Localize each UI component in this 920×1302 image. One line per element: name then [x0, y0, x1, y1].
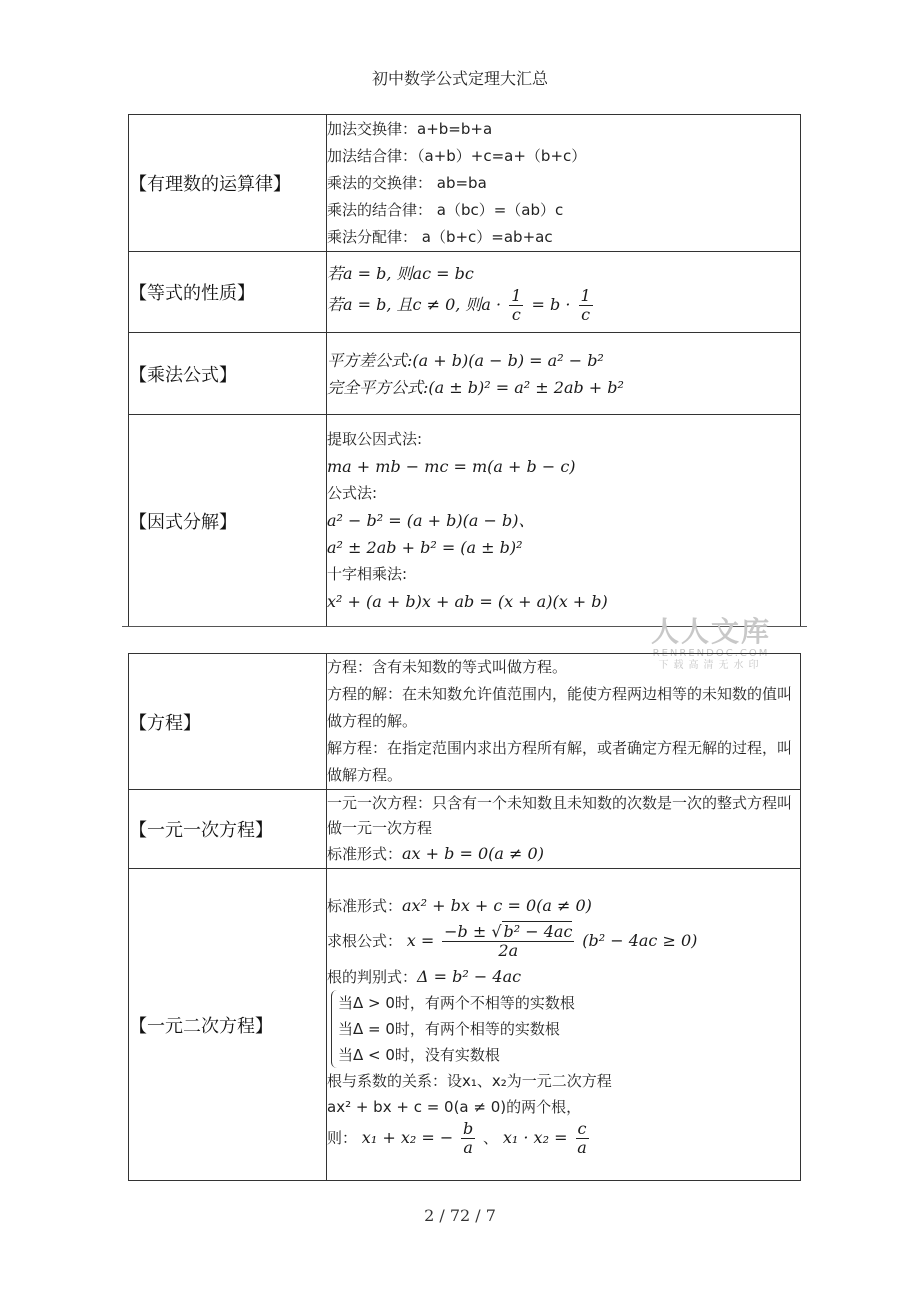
- discriminant-cases: [331, 990, 800, 1068]
- linear-standard-label: 标准形式：: [327, 845, 403, 863]
- fraction-one-over-c: [509, 287, 523, 324]
- vieta-product-fraction: [575, 1120, 589, 1157]
- equation-solution-definition: 方程的解：在未知数允许值范围内，能使方程两边相等的未知数的值叫做方程的解。: [327, 685, 793, 730]
- fraction-numerator: 1: [580, 286, 591, 305]
- factor-formula-1: a² − b² = (a + b)(a − b)、: [327, 511, 535, 530]
- row-content-equality-props: [327, 252, 801, 333]
- vieta-product-numerator: c: [577, 1118, 587, 1138]
- watermark-domain: RENRENDOC.COM: [652, 648, 770, 659]
- row-equality-props: [129, 252, 801, 333]
- row-content-multiplication-formulas: [327, 333, 801, 415]
- row-label-factorization: 【因式分解】: [129, 415, 327, 627]
- vieta-prefix: 则：: [327, 1128, 358, 1147]
- equality-prop-2-mid: = b ·: [531, 295, 571, 314]
- vieta-sum-denominator: a: [463, 1137, 473, 1157]
- vieta-intro: 根与系数的关系：设x₁、x₂为一元二次方程: [327, 1071, 612, 1090]
- fraction-one-over-c-right: [579, 287, 593, 324]
- row-label-multiplication-formulas: 【乘法公式】: [129, 333, 327, 415]
- root-formula-numerator: −b ± √ b² − 4ac: [444, 921, 573, 941]
- quadratic-standard-label: 标准形式：: [327, 896, 403, 915]
- root-formula-condition: (b² − 4ac ≥ 0): [582, 930, 698, 950]
- row-label-quadratic-equation: 【一元二次方程】: [129, 869, 327, 1181]
- case-zero: 当Δ = 0时，有两个相等的实数根: [338, 1019, 560, 1038]
- vieta-sum-lhs: x₁ + x₂ = −: [361, 1127, 454, 1147]
- law-distributive: 乘法分配律： a（b+c）=ab+ac: [327, 227, 553, 246]
- root-formula-fraction: [442, 923, 574, 960]
- discriminant-label: 根的判别式：: [327, 967, 418, 986]
- row-content-factorization: [327, 415, 801, 627]
- discriminant-formula: Δ = b² − 4ac: [417, 966, 522, 986]
- equation-solving-definition: 解方程：在指定范围内求出方程所有解，或者确定方程无解的过程，叫做解方程。: [327, 739, 793, 784]
- watermark-slogan: 下载高清无水印: [658, 660, 764, 671]
- quadratic-standard-formula: ax² + bx + c = 0(a ≠ 0): [402, 895, 592, 915]
- equation-definition: 方程：含有未知数的等式叫做方程。: [327, 658, 568, 676]
- quadratic-standard-form: [327, 893, 800, 919]
- equality-prop-2: [327, 287, 800, 324]
- row-content-quadratic-equation: [327, 869, 801, 1181]
- vieta-sum-fraction: [461, 1120, 475, 1157]
- formula-table-lower: [128, 653, 801, 1181]
- root-radicand: b² − 4ac: [503, 921, 573, 941]
- row-content-linear-equation: [327, 790, 801, 869]
- factor-cross-formula: x² + (a + b)x + ab = (x + a)(x + b): [327, 592, 608, 611]
- watermark-logo: 人人文库: [650, 615, 771, 648]
- equality-prop-2-prefix: 若a = b, 且c ≠ 0, 则a ·: [327, 295, 502, 314]
- row-label-equation: 【方程】: [129, 654, 327, 790]
- perfect-square: 完全平方公式:(a ± b)² = a² ± 2ab + b²: [327, 377, 624, 397]
- row-quadratic-equation: [129, 869, 801, 1181]
- row-linear-equation: [129, 790, 801, 869]
- page-header: 初中数学公式定理大汇总: [371, 69, 548, 88]
- factor-cross-title: 十字相乘法:: [327, 565, 408, 583]
- difference-of-squares: 平方差公式:(a + b)(a − b) = a² − b²: [327, 350, 604, 370]
- row-factorization: [129, 415, 801, 627]
- factor-common-formula: ma + mb − mc = m(a + b − c): [327, 457, 576, 476]
- discriminant: [327, 964, 800, 990]
- vieta-formulas: [327, 1120, 800, 1157]
- linear-equation-definition: 一元一次方程：只含有一个未知数且未知数的次数是一次的整式方程叫做一元一次方程: [327, 794, 793, 837]
- root-formula-lhs: x =: [406, 930, 435, 950]
- quadratic-root-formula: [327, 923, 800, 960]
- page-break-gap: [0, 628, 920, 653]
- fraction-denominator: c: [581, 305, 591, 324]
- linear-standard-form: [327, 841, 800, 867]
- page-footer: 2 / 72 / 7: [424, 1206, 496, 1225]
- vieta-product-lhs: x₁ · x₂ =: [502, 1127, 568, 1147]
- vieta-product-denominator: a: [577, 1137, 587, 1157]
- root-formula-label: 求根公式：: [327, 931, 403, 950]
- root-formula-denominator: 2a: [498, 940, 519, 960]
- factor-formula-2: a² ± 2ab + b² = (a ± b)²: [327, 538, 523, 557]
- row-content-equation: [327, 654, 801, 790]
- row-label-linear-equation: 【一元一次方程】: [129, 790, 327, 869]
- formula-table-upper: [128, 114, 801, 627]
- case-positive: 当Δ > 0时，有两个不相等的实数根: [338, 993, 575, 1012]
- law-add-commutative: 加法交换律：a+b=b+a: [327, 119, 493, 138]
- row-content-rational-laws: [327, 115, 801, 252]
- linear-standard-formula: ax + b = 0(a ≠ 0): [402, 844, 544, 863]
- root-numerator-prefix: −b ±: [444, 921, 487, 941]
- vieta-separator: 、: [483, 1128, 499, 1147]
- vieta-sum-numerator: b: [463, 1118, 474, 1138]
- equality-prop-1: 若a = b, 则ac = bc: [327, 264, 474, 283]
- law-add-associative: 加法结合律：（a+b）+c=a+（b+c）: [327, 146, 587, 165]
- law-mul-commutative: 乘法的交换律： ab=ba: [327, 173, 487, 192]
- row-rational-laws: [129, 115, 801, 252]
- row-label-rational-laws: 【有理数的运算律】: [129, 115, 327, 252]
- row-label-equality-props: 【等式的性质】: [129, 252, 327, 333]
- factor-common-title: 提取公因式法:: [327, 430, 423, 448]
- law-mul-associative: 乘法的结合律： a（bc）=（ab）c: [327, 200, 564, 219]
- factor-formula-title: 公式法:: [327, 484, 378, 502]
- case-negative: 当Δ < 0时，没有实数根: [338, 1045, 500, 1064]
- row-multiplication-formulas: [129, 333, 801, 415]
- fraction-numerator: 1: [511, 286, 522, 305]
- vieta-equation: ax² + bx + c = 0(a ≠ 0)的两个根，: [327, 1097, 582, 1116]
- row-equation: [129, 654, 801, 790]
- fraction-denominator: c: [511, 305, 521, 324]
